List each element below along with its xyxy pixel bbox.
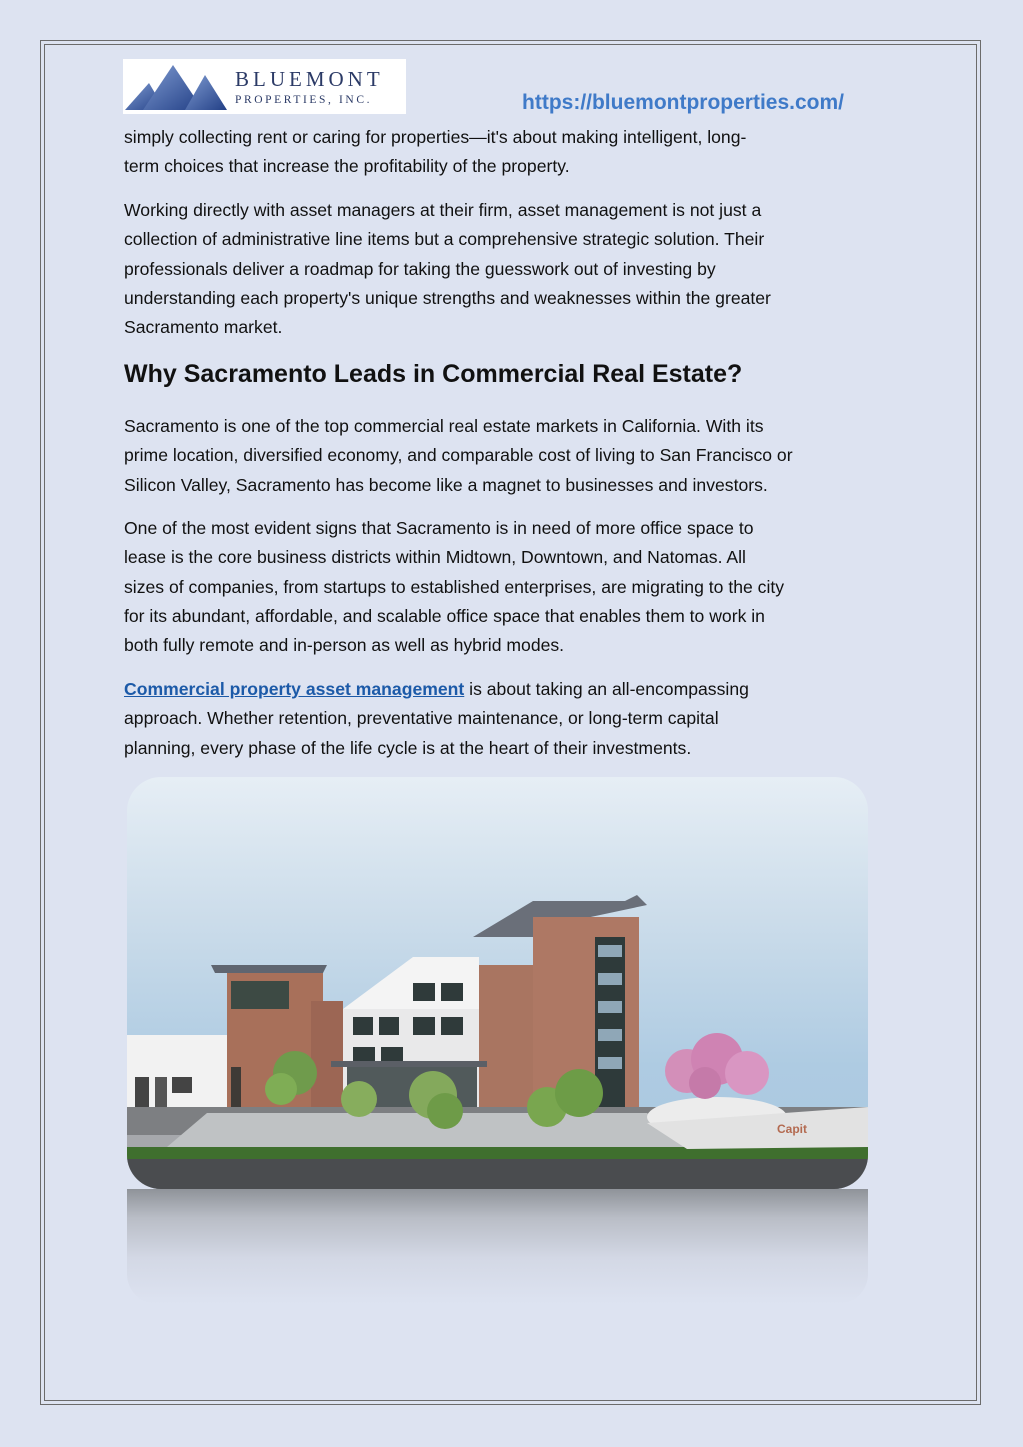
text-line: approach. Whether retention, preventative maintenance, or long-term capital bbox=[124, 708, 719, 729]
logo-company-name: BLUEMONT bbox=[235, 67, 384, 91]
capitol-sign-text: Capit bbox=[777, 1122, 807, 1136]
text-line: term choices that increase the profitability of the property. bbox=[124, 156, 570, 177]
text-fragment: is about taking an all-encompassing bbox=[464, 679, 749, 699]
text-line: Silicon Valley, Sacramento has become like a magnet to businesses and investors. bbox=[124, 474, 768, 495]
text-line: for its abundant, affordable, and scalable office space that enables them to work in bbox=[124, 605, 765, 626]
text-line: understanding each property's unique strengths and weaknesses within the greater bbox=[124, 287, 771, 308]
text-line bbox=[124, 675, 904, 704]
text-line: One of the most evident signs that Sacramento is in need of more office space to bbox=[124, 518, 754, 538]
company-logo[interactable] bbox=[123, 59, 406, 114]
text-line: lease is the core business districts within Midtown, Downtown, and Natomas. All bbox=[124, 547, 746, 568]
paragraph-asset-management bbox=[124, 675, 904, 763]
asset-management-link[interactable]: Commercial property asset management bbox=[124, 679, 465, 699]
paragraph-asset-managers bbox=[124, 196, 904, 342]
building-rendering-image bbox=[127, 777, 868, 1189]
paragraph-intro bbox=[124, 123, 904, 182]
paragraph-sacramento-market bbox=[124, 412, 904, 500]
section-heading: Why Sacramento Leads in Commercial Real Estate? bbox=[124, 360, 743, 388]
text-line: prime location, diversified economy, and comparable cost of living to San Francisco or bbox=[124, 445, 793, 466]
logo-company-subtitle: PROPERTIES, INC. bbox=[235, 94, 373, 106]
image-reflection bbox=[127, 1189, 868, 1304]
text-line: planning, every phase of the life cycle is at the heart of their investments. bbox=[124, 737, 692, 758]
text-line: Sacramento is one of the top commercial real estate markets in California. With its bbox=[124, 416, 764, 436]
text-line: collection of administrative line items but a comprehensive strategic solution. Their bbox=[124, 229, 765, 250]
mountains-logo-icon bbox=[125, 61, 235, 113]
text-line: professionals deliver a roadmap for taking the guesswork out of investing by bbox=[124, 258, 716, 279]
website-url-link[interactable]: https://bluemontproperties.com/ bbox=[522, 91, 845, 114]
text-line: Sacramento market. bbox=[124, 317, 283, 338]
text-line: both fully remote and in-person as well as hybrid modes. bbox=[124, 635, 565, 656]
text-line: simply collecting rent or caring for properties—it's about making intelligent, long- bbox=[124, 127, 747, 147]
text-line: sizes of companies, from startups to established enterprises, are migrating to the city bbox=[124, 576, 785, 597]
paragraph-office-space bbox=[124, 514, 904, 660]
text-line: Working directly with asset managers at their firm, asset management is not just a bbox=[124, 200, 762, 220]
